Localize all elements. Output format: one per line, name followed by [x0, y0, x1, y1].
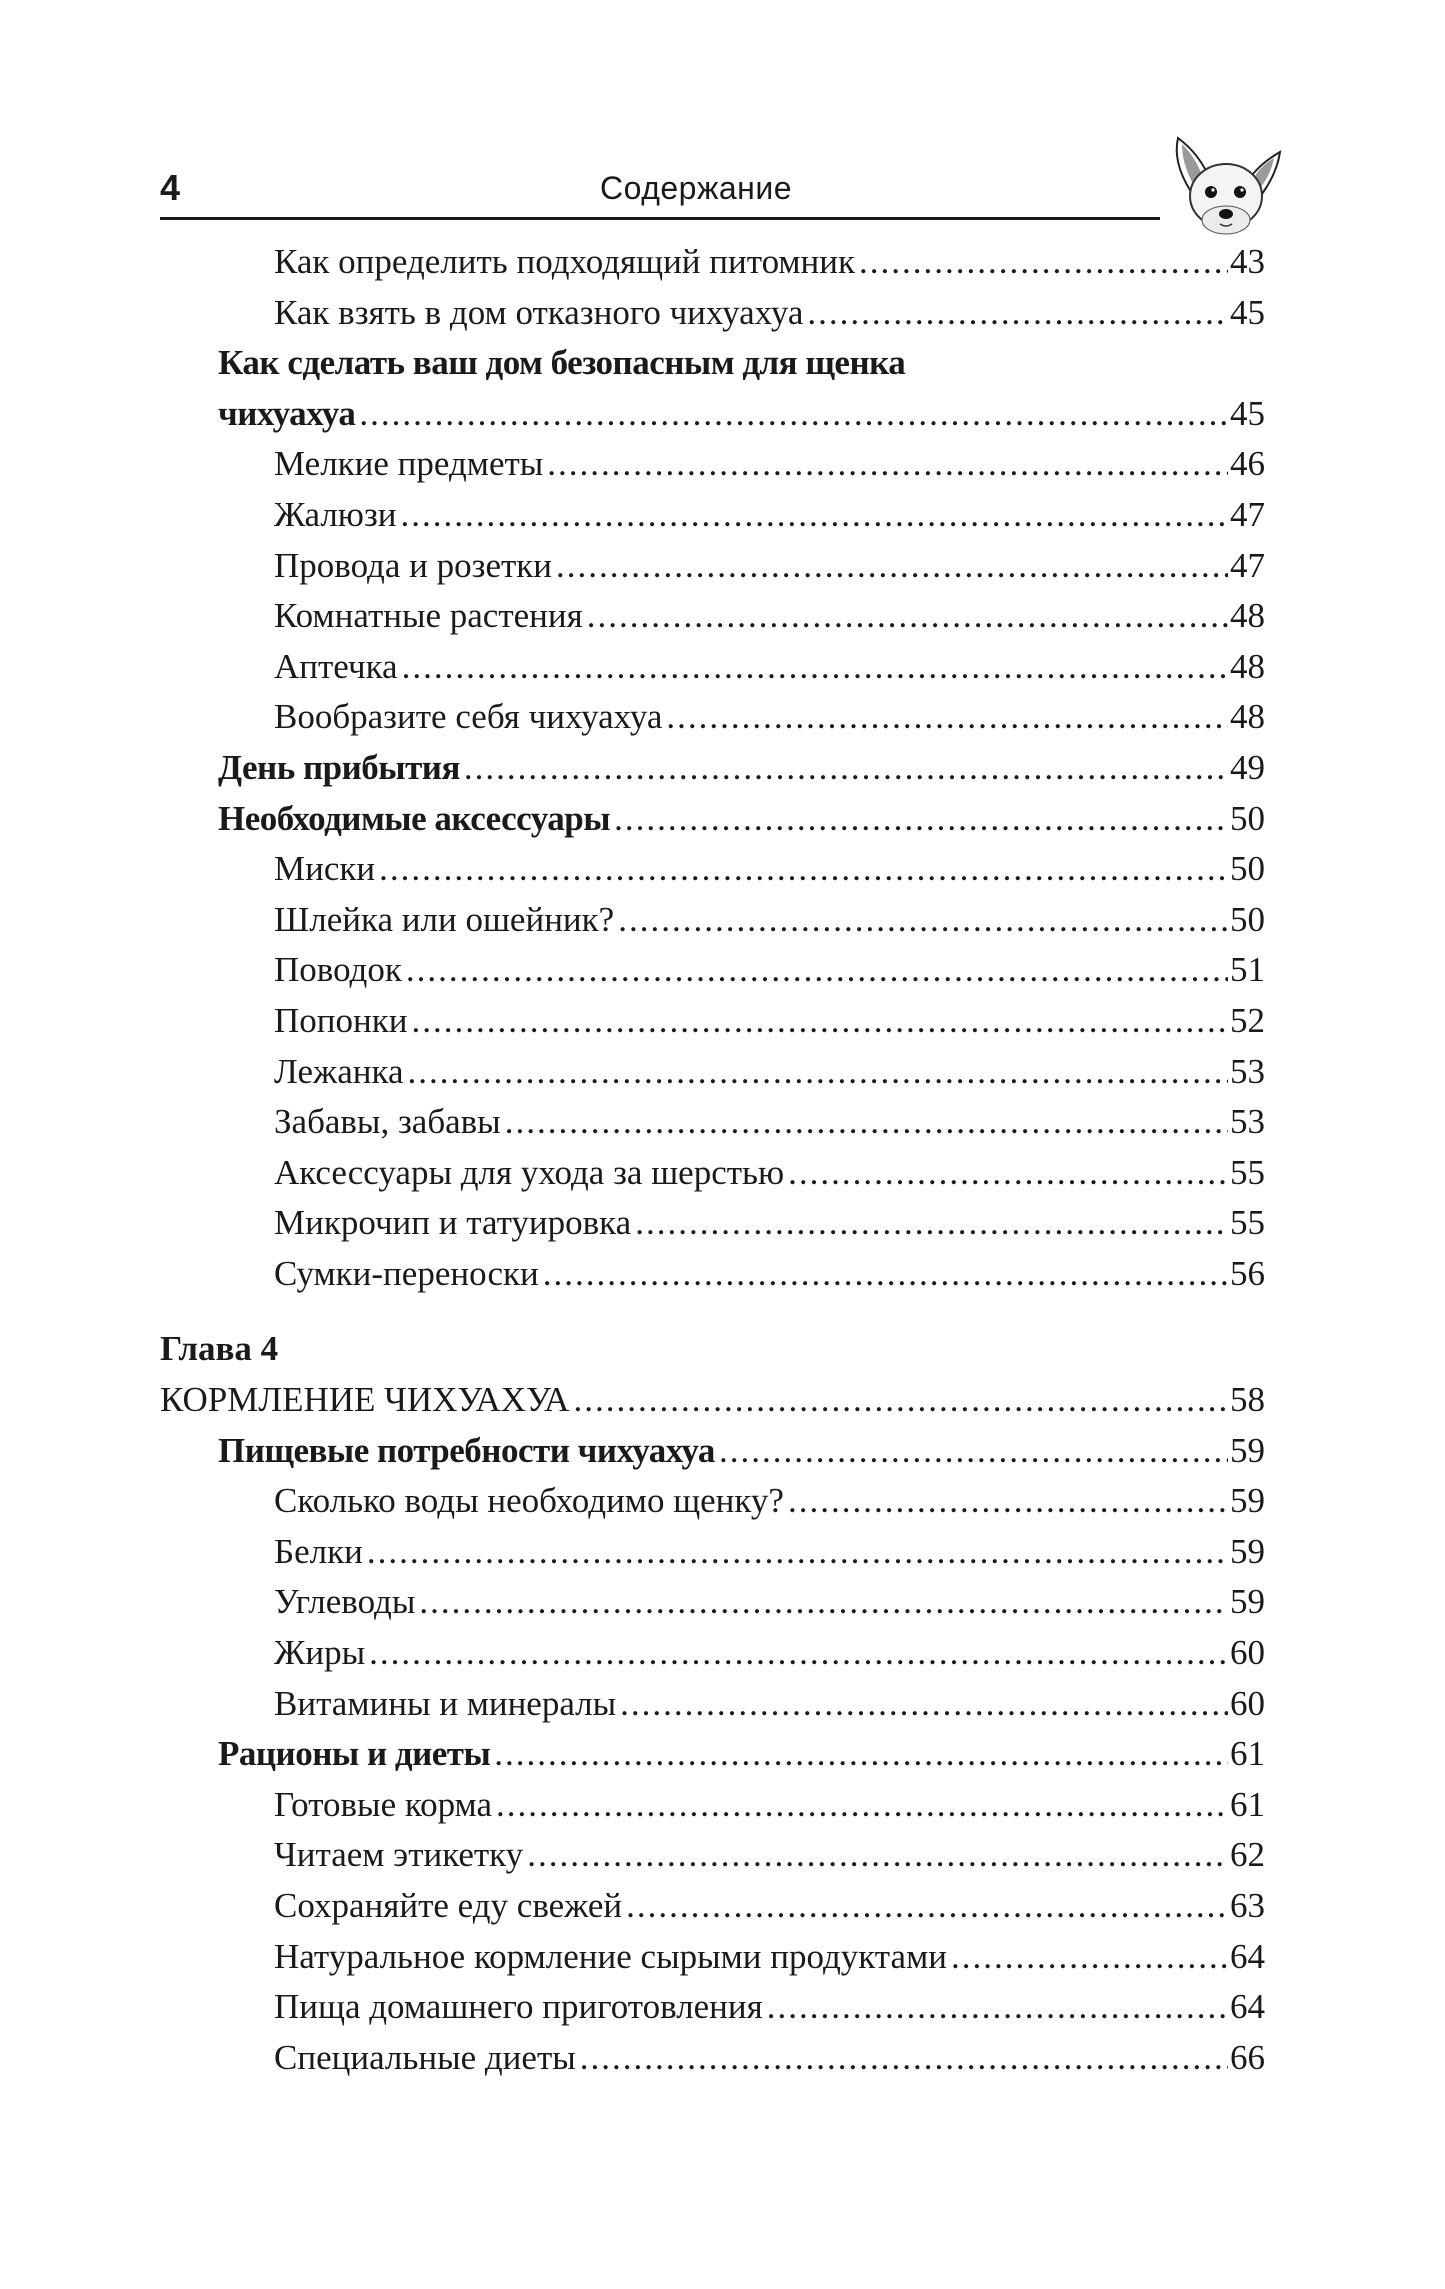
toc-subsection-entry	[160, 996, 1265, 1047]
toc-entry-title: Лежанка	[274, 1051, 404, 1091]
toc-entry-title: Как определить подходящий питомник	[274, 242, 856, 281]
toc-page-number: 66	[1230, 2037, 1265, 2077]
toc-entry-title: Рационы и диеты	[218, 1734, 491, 1774]
toc-subsection-entry	[160, 692, 1265, 743]
toc-subsection-entry	[160, 1881, 1265, 1932]
dot-leader	[556, 541, 1228, 592]
toc-section-entry	[160, 1729, 1265, 1780]
toc-entry-title: Готовые корма	[274, 1784, 492, 1824]
toc-entry-title: Глава 4	[160, 1329, 279, 1369]
toc-page-number: 59	[1230, 1481, 1265, 1521]
page-number: 4	[160, 167, 181, 208]
toc-entry-title: Читаем этикетку	[274, 1835, 524, 1875]
toc-page-number: 45	[1230, 292, 1265, 332]
toc-subsection-entry	[160, 844, 1265, 895]
toc-page-number: 52	[1230, 1000, 1265, 1040]
toc-entry-title: Как взять в дом отказного чихуахуа	[274, 292, 804, 332]
dot-leader	[767, 1982, 1228, 2033]
toc-entry-title: Сумки-переноски	[274, 1253, 539, 1293]
toc-page-number: 58	[1230, 1380, 1265, 1420]
toc-entry-title: Необходимые аксессуары	[218, 798, 611, 838]
dot-leader	[359, 389, 1228, 440]
toc-entry-title: Пищевые потребности чихуахуа	[218, 1430, 715, 1470]
toc-page-number: 56	[1230, 1253, 1265, 1293]
toc-section-entry	[160, 743, 1265, 794]
toc-entry-title: чихуахуа	[218, 393, 356, 433]
dot-leader	[505, 1097, 1228, 1148]
toc-subsection-entry	[160, 642, 1265, 693]
dot-leader	[494, 1729, 1228, 1780]
toc-page-number: 55	[1230, 1203, 1265, 1243]
toc-spacer	[160, 1299, 1265, 1324]
toc-subsection-entry	[160, 237, 1265, 288]
toc-page-number: 59	[1230, 1531, 1265, 1571]
toc-page-number: 49	[1230, 747, 1265, 787]
toc-subsection-entry	[160, 1830, 1265, 1881]
dot-leader	[951, 1932, 1228, 1983]
toc-page-number: 64	[1230, 1936, 1265, 1976]
toc-subsection-entry	[160, 1577, 1265, 1628]
toc-page-number: 63	[1230, 1886, 1265, 1925]
dot-leader	[635, 1198, 1228, 1249]
toc-subsection-entry	[160, 1679, 1265, 1730]
toc-subsection-entry	[160, 1097, 1265, 1148]
dot-leader	[580, 2033, 1228, 2084]
dot-leader	[379, 844, 1228, 895]
toc-entry-title: Вообразите себя чихуахуа	[274, 697, 663, 737]
toc-entry-title: Аптечка	[274, 646, 398, 686]
dot-leader	[411, 996, 1228, 1047]
dot-leader	[573, 1375, 1228, 1426]
dot-leader	[614, 794, 1228, 845]
dot-leader	[419, 1577, 1228, 1628]
toc-entry-title: КОРМЛЕНИЕ ЧИХУАХУА	[160, 1380, 570, 1420]
toc-subsection-entry	[160, 288, 1265, 339]
toc-page-number: 53	[1230, 1051, 1265, 1091]
toc-subsection-entry	[160, 591, 1265, 642]
toc-page-number: 48	[1230, 646, 1265, 686]
toc-subsection-entry	[160, 541, 1265, 592]
toc-entry-title: Витамины и минералы	[274, 1683, 617, 1723]
toc-chapter-label	[160, 1324, 1265, 1375]
dot-leader	[620, 1679, 1228, 1730]
table-of-contents	[160, 237, 1265, 2083]
dot-leader	[719, 1426, 1228, 1477]
toc-subsection-entry	[160, 1628, 1265, 1679]
toc-subsection-entry	[160, 895, 1265, 946]
toc-entry-title: Провода и розетки	[274, 545, 553, 585]
running-title: Содержание	[600, 170, 793, 206]
toc-page-number: 60	[1230, 1633, 1265, 1673]
toc-section-entry	[160, 389, 1265, 440]
toc-page-number: 53	[1230, 1102, 1265, 1142]
toc-page-number: 43	[1230, 242, 1265, 281]
dot-leader	[408, 1047, 1229, 1098]
toc-page-number: 48	[1230, 697, 1265, 737]
toc-page-number: 50	[1230, 798, 1265, 838]
toc-subsection-entry	[160, 1476, 1265, 1527]
dot-leader	[666, 692, 1228, 743]
toc-subsection-entry	[160, 1932, 1265, 1983]
toc-subsection-entry	[160, 1047, 1265, 1098]
dot-leader	[618, 895, 1228, 946]
toc-entry-title: Аксессуары для ухода за шерстью	[274, 1152, 785, 1192]
dot-leader	[859, 237, 1228, 288]
toc-page-number: 61	[1230, 1734, 1265, 1774]
dot-leader	[402, 642, 1228, 693]
toc-subsection-entry	[160, 439, 1265, 490]
toc-chapter-entry	[160, 1375, 1265, 1426]
dot-leader	[807, 288, 1228, 339]
toc-entry-title: Сохраняйте еду свежей	[274, 1886, 623, 1925]
dot-leader	[369, 1628, 1228, 1679]
toc-page-number: 46	[1230, 444, 1265, 484]
toc-page-number: 50	[1230, 899, 1265, 939]
toc-entry-title: День прибытия	[218, 747, 460, 787]
toc-entry-title: Специальные диеты	[274, 2037, 576, 2077]
toc-entry-title: Сколько воды необходимо щенку?	[274, 1481, 784, 1521]
toc-page-number: 47	[1230, 545, 1265, 585]
toc-subsection-entry	[160, 945, 1265, 996]
toc-entry-title: Забавы, забавы	[274, 1102, 501, 1142]
header-rule	[160, 217, 1160, 220]
toc-subsection-entry	[160, 2033, 1265, 2084]
toc-page-number: 50	[1230, 849, 1265, 889]
dot-leader	[547, 439, 1228, 490]
toc-entry-title: Натуральное кормление сырыми продуктами	[274, 1936, 947, 1976]
dot-leader	[788, 1476, 1228, 1527]
dot-leader	[527, 1830, 1228, 1881]
toc-page-number: 59	[1230, 1582, 1265, 1622]
toc-subsection-entry	[160, 1198, 1265, 1249]
toc-subsection-entry	[160, 1148, 1265, 1199]
toc-section-entry	[160, 794, 1265, 845]
toc-page-number: 59	[1230, 1430, 1265, 1470]
toc-subsection-entry	[160, 1780, 1265, 1831]
toc-page-number: 64	[1230, 1987, 1265, 2027]
toc-entry-title: Белки	[274, 1531, 363, 1571]
toc-entry-title: Углеводы	[274, 1582, 416, 1622]
toc-subsection-entry	[160, 490, 1265, 541]
dot-leader	[587, 591, 1228, 642]
toc-page-number: 51	[1230, 950, 1265, 990]
toc-page-number: 61	[1230, 1784, 1265, 1824]
toc-entry-title: Комнатные растения	[274, 596, 583, 636]
toc-entry-title: Мелкие предметы	[274, 444, 544, 484]
toc-entry-title: Попонки	[274, 1000, 408, 1040]
toc-subsection-entry	[160, 1249, 1265, 1300]
toc-entry-title: Как сделать ваш дом безопасным для щенка	[218, 343, 906, 383]
dot-leader	[496, 1780, 1228, 1831]
toc-page-number: 45	[1230, 393, 1265, 433]
chihuahua-head-icon	[1160, 130, 1290, 240]
toc-section-entry	[160, 338, 1265, 389]
toc-subsection-entry	[160, 1527, 1265, 1578]
dot-leader	[367, 1527, 1228, 1578]
dot-leader	[464, 743, 1228, 794]
toc-entry-title: Поводок	[274, 950, 402, 990]
toc-page-number: 55	[1230, 1152, 1265, 1192]
dot-leader	[626, 1881, 1228, 1932]
dot-leader	[401, 490, 1229, 541]
toc-entry-title: Жалюзи	[274, 494, 397, 534]
toc-entry-title: Миски	[274, 849, 376, 889]
toc-entry-title: Жиры	[274, 1633, 366, 1673]
toc-section-entry	[160, 1426, 1265, 1477]
toc-page-number: 60	[1230, 1683, 1265, 1723]
dot-leader	[543, 1249, 1228, 1300]
toc-entry-title: Шлейка или ошейник?	[274, 899, 615, 939]
dot-leader	[406, 945, 1228, 996]
dot-leader	[788, 1148, 1228, 1199]
toc-page-number: 62	[1230, 1835, 1265, 1875]
toc-page-number: 48	[1230, 596, 1265, 636]
running-header	[160, 160, 1160, 220]
toc-entry-title: Пища домашнего приготовления	[274, 1987, 763, 2027]
toc-subsection-entry	[160, 1982, 1265, 2033]
toc-entry-title: Микрочип и татуировка	[274, 1203, 632, 1243]
toc-page-number: 47	[1230, 494, 1265, 534]
